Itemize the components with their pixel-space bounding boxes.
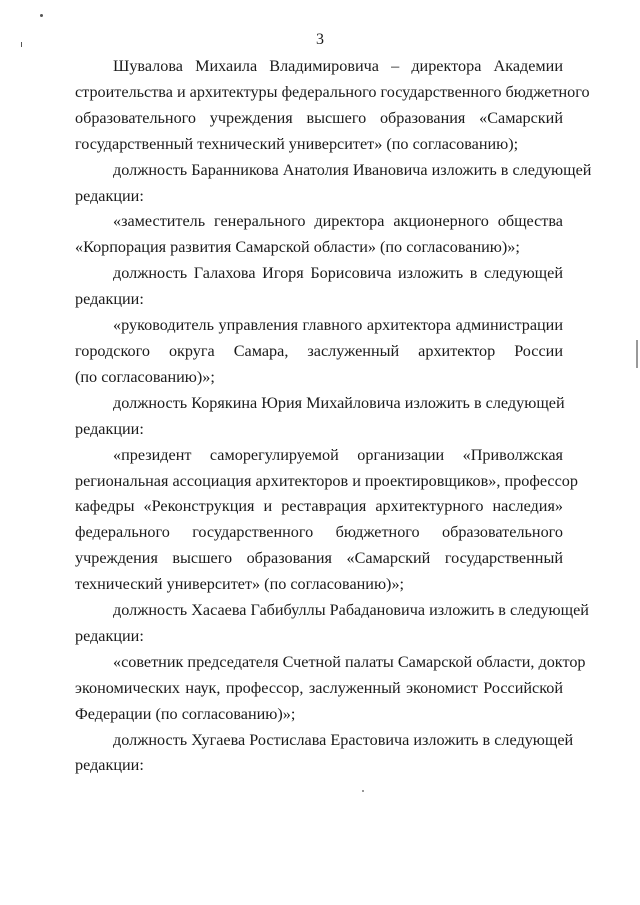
text-line: должность Хасаева Габибуллы Рабадановича изложить в следующей: [113, 601, 589, 620]
text-line: редакции:: [75, 186, 144, 205]
paragraph-khasaev-text: [75, 650, 586, 728]
paragraph-barannikov-heading: [75, 158, 592, 210]
text-line: экономических наук, профессор, заслуженный экономист Российской: [75, 678, 563, 697]
text-line: редакции:: [75, 626, 144, 645]
paragraph-koryakin-heading: [75, 391, 563, 443]
text-line: «руководитель управления главного архитектора администрации: [113, 316, 563, 335]
text-line: редакции:: [75, 756, 144, 775]
text-line: строительства и архитектуры федерального государственного бюджетного: [75, 82, 590, 101]
scan-speck: [636, 340, 638, 368]
text-line: «заместитель генерального директора акционерного общества: [113, 212, 563, 231]
scan-speck: [40, 14, 43, 17]
document-body: [75, 54, 592, 779]
text-line: федерального государственного бюджетного образовательного: [75, 523, 563, 542]
text-line: (по согласованию)»;: [75, 367, 215, 386]
text-line: редакции:: [75, 290, 144, 309]
text-line: «советник председателя Счетной палаты Самарской области, доктор: [113, 652, 586, 671]
text-line: Шувалова Михаила Владимировича – директора Академии: [113, 57, 563, 75]
text-line: «Корпорация развития Самарской области» (по согласованию)»;: [75, 238, 520, 257]
text-line: «президент саморегулируемой организации «Приволжская: [113, 445, 563, 464]
text-line: учреждения высшего образования «Самарский государственный: [75, 549, 563, 568]
text-line: региональная ассоциация архитекторов и проектировщиков», профессор: [75, 471, 578, 490]
text-line: должность Баранникова Анатолия Ивановича изложить в следующей: [113, 160, 592, 179]
text-line: Федерации (по согласованию)»;: [75, 704, 296, 723]
paragraph-barannikov-text: [75, 209, 563, 261]
paragraph-galakhov-text: [75, 313, 563, 391]
paragraph-galakhov-heading: [75, 261, 563, 313]
text-line: должность Галахова Игоря Борисовича изложить в следующей: [113, 264, 563, 283]
page-number: 3: [316, 31, 324, 48]
paragraph-shuvalov: [75, 54, 590, 158]
text-line: государственный технический университет» (по согласованию);: [75, 134, 519, 153]
paragraph-koryakin-text: [75, 443, 578, 598]
text-line: редакции:: [75, 419, 144, 438]
text-line: должность Корякина Юрия Михайловича изложить в следующей: [113, 393, 565, 412]
text-line: образовательного учреждения высшего образования «Самарский: [75, 108, 563, 127]
paragraph-khasaev-heading: [75, 598, 589, 650]
scan-speck: [362, 790, 364, 792]
text-line: технический университет» (по согласованию)»;: [75, 575, 405, 594]
text-line: кафедры «Реконструкция и реставрация архитектурного наследия»: [75, 497, 563, 516]
text-line: должность Хугаева Ростислава Ерастовича изложить в следующей: [113, 730, 574, 749]
paragraph-khugaev-heading: [75, 728, 574, 780]
text-line: городского округа Самара, заслуженный архитектор России: [75, 341, 563, 360]
